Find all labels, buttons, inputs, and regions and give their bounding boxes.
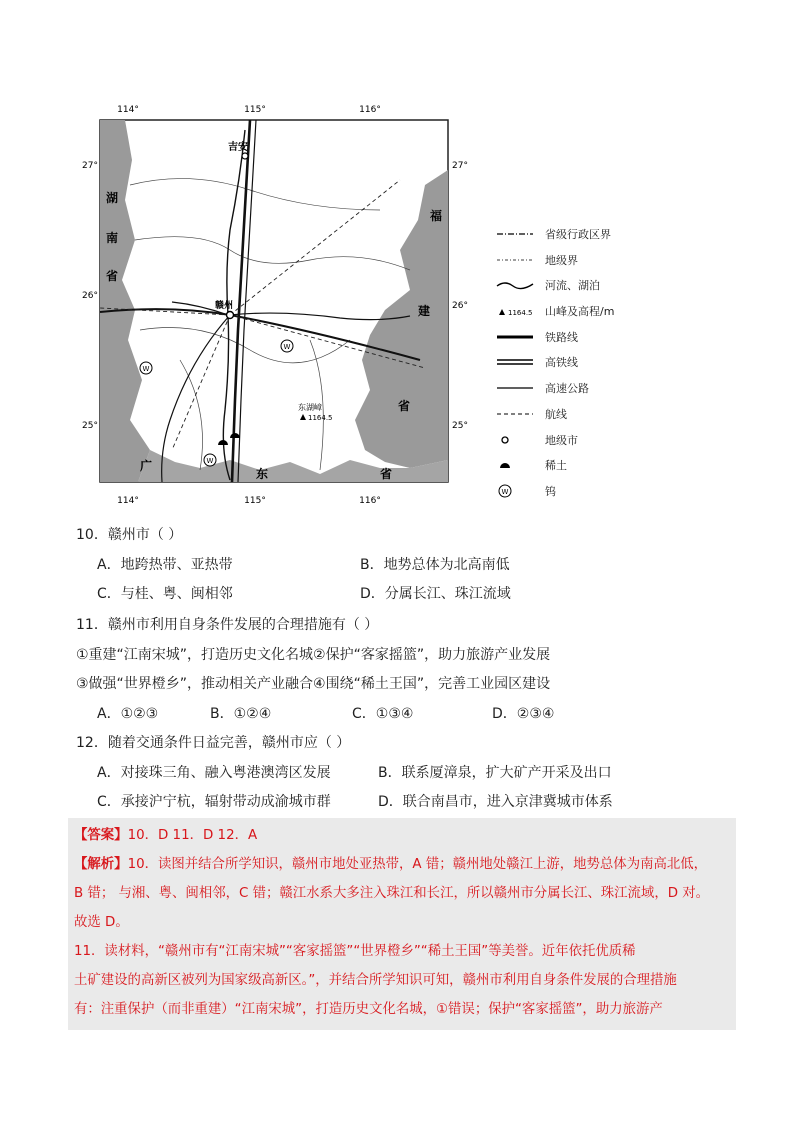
lat-label-27-left: 27° xyxy=(82,161,98,171)
q11-statement-line-2: ③做强“世界橙乡”，推动相关产业融合④围绕“稀土王国”，完善工业园区建设 xyxy=(76,676,551,692)
q12-option-d: D．联合南昌市，进入京津冀城市体系 xyxy=(378,794,613,810)
svg-text:W: W xyxy=(501,487,509,496)
q10-option-a: A．地跨热带、亚热带 xyxy=(97,557,233,573)
ji-an-label: 吉安 xyxy=(228,142,248,153)
tungsten-icon xyxy=(281,340,293,352)
region-char-guang: 广 xyxy=(140,459,153,473)
map-legend xyxy=(495,222,665,505)
lon-label-114-top: 114° xyxy=(117,105,139,115)
lon-label-114-bottom: 114° xyxy=(117,496,139,506)
q10-option-d: D．分属长江、珠江流域 xyxy=(360,586,511,602)
region-char-hu: 湖 xyxy=(106,191,119,205)
prefecture-boundary-icon xyxy=(495,251,535,269)
q10-stem: 10．赣州市（ ） xyxy=(76,527,183,543)
analysis-10-text-1: 10．读图并结合所学知识，赣州市地处亚热带，A 错；赣州地处赣江上游，地势总体为南高北低， xyxy=(127,857,708,872)
svg-text:W: W xyxy=(206,457,214,465)
q12-option-a: A．对接珠三角、融入粤港澳湾区发展 xyxy=(97,765,331,781)
rare-earth-icon xyxy=(495,456,535,474)
lon-label-116-top: 116° xyxy=(359,105,381,115)
lon-label-115-top: 115° xyxy=(244,105,266,115)
legend-label: 地级界 xyxy=(545,253,578,267)
answer-line xyxy=(74,826,257,846)
lat-label-25-right: 25° xyxy=(452,421,468,431)
svg-text:W: W xyxy=(283,343,291,351)
region-char-sheng-guangdong: 省 xyxy=(380,467,393,481)
q12-stem: 12．随着交通条件日益完善，赣州市应（ ） xyxy=(76,735,351,751)
lat-label-26-left: 26° xyxy=(82,291,98,301)
svg-text:W: W xyxy=(142,365,150,373)
lon-label-116-bottom: 116° xyxy=(359,496,381,506)
analysis-10-line-3: 故选 D。 xyxy=(74,915,129,930)
tungsten-icon xyxy=(495,482,535,500)
q12-option-c: C．承接沪宁杭，辐射带动成渝城市群 xyxy=(97,794,331,810)
lat-label-26-right: 26° xyxy=(452,301,468,311)
legend-item xyxy=(495,428,665,452)
legend-item xyxy=(495,350,665,374)
legend-label: 铁路线 xyxy=(545,330,578,344)
legend-item xyxy=(495,453,665,477)
legend-item xyxy=(495,248,665,272)
legend-label: 省级行政区界 xyxy=(545,228,611,241)
peak-elevation-label: 1164.5 xyxy=(308,414,333,422)
region-char-sheng-fujian: 省 xyxy=(398,399,411,413)
legend-label: 钨 xyxy=(545,484,556,498)
answer-label: 【答案】 xyxy=(74,828,128,843)
q11-statement-line-1: ①重建“江南宋城”，打造历史文化名城②保护“客家摇篮”，助力旅游产业发展 xyxy=(76,647,551,663)
q10-option-b: B．地势总体为北高南低 xyxy=(360,557,510,573)
peak-name-label: 东湖嶂 xyxy=(298,403,322,412)
peak-elevation-icon xyxy=(495,302,535,320)
lon-label-115-bottom: 115° xyxy=(244,496,266,506)
provincial-boundary-icon xyxy=(495,225,535,243)
analysis-11-line-2: 土矿建设的高新区被列为国家级高新区。”，并结合所学知识可知，赣州市利用自身条件发展的合理措施 xyxy=(74,973,677,988)
legend-item xyxy=(495,273,665,297)
analysis-11-line-1: 11．读材料，“赣州市有“江南宋城”“客家摇篮”“世界橙乡”“稀土王国”等美誉。近年依托优质稀 xyxy=(74,944,636,959)
expressway-icon xyxy=(495,379,535,397)
q11-option-a: A．①②③ xyxy=(97,706,159,722)
legend-item xyxy=(495,299,665,323)
ganzhou-map xyxy=(80,90,480,510)
legend-item xyxy=(495,376,665,400)
legend-label: 地级市 xyxy=(545,433,578,447)
legend-item xyxy=(495,222,665,246)
legend-label: 航线 xyxy=(545,407,567,421)
q11-option-b: B．①②④ xyxy=(210,706,272,722)
region-char-nan: 南 xyxy=(106,231,119,245)
prefecture-city-icon xyxy=(495,431,535,449)
lat-label-25-left: 25° xyxy=(82,421,98,431)
answer-text: 10．D 11．D 12．A xyxy=(127,828,258,843)
river-lake-icon xyxy=(495,276,535,294)
analysis-10-line-1 xyxy=(74,855,707,875)
q10-option-c: C．与桂、粤、闽相邻 xyxy=(97,586,233,602)
tungsten-icon xyxy=(140,362,152,374)
analysis-11-line-3: 有：注重保护（而非重建）“江南宋城”，打造历史文化名城，①错误；保护“客家摇篮”，助力旅游产 xyxy=(74,1002,663,1017)
q11-stem: 11．赣州市利用自身条件发展的合理措施有（ ） xyxy=(76,617,379,633)
region-char-jian: 建 xyxy=(418,304,431,318)
ganzhou-label: 赣州 xyxy=(215,301,234,311)
legend-label: 高速公路 xyxy=(545,382,589,396)
railway-icon xyxy=(495,328,535,346)
q12-option-b: B．联系厦漳泉，扩大矿产开采及出口 xyxy=(378,765,612,781)
lat-label-27-right: 27° xyxy=(452,161,468,171)
shipping-route-icon xyxy=(495,405,535,423)
answer-analysis-box xyxy=(68,818,736,1030)
legend-item xyxy=(495,479,665,503)
region-char-fu: 福 xyxy=(430,209,443,223)
legend-label: 山峰及高程/m xyxy=(545,305,615,319)
ji-an-city-marker xyxy=(242,153,248,159)
q11-option-c: C．①③④ xyxy=(352,706,414,722)
svg-text:1164.5: 1164.5 xyxy=(508,309,533,318)
legend-label: 高铁线 xyxy=(545,356,578,370)
region-char-dong: 东 xyxy=(256,467,269,481)
map-figure xyxy=(80,90,480,510)
legend-label: 河流、湖泊 xyxy=(545,279,600,293)
analysis-label: 【解析】 xyxy=(74,857,128,872)
region-char-sheng-hunan: 省 xyxy=(106,269,119,283)
legend-item xyxy=(495,325,665,349)
analysis-10-line-2: B 错； 与湘、粤、闽相邻，C 错；赣江水系大多注入珠江和长江，所以赣州市分属长江、珠江流域，D 对。 xyxy=(74,886,710,901)
q11-option-d: D．②③④ xyxy=(492,706,555,722)
legend-item xyxy=(495,402,665,426)
high-speed-rail-icon xyxy=(495,353,535,371)
ganzhou-city-marker xyxy=(227,312,234,319)
tungsten-icon xyxy=(204,454,216,466)
legend-label: 稀土 xyxy=(545,459,567,473)
